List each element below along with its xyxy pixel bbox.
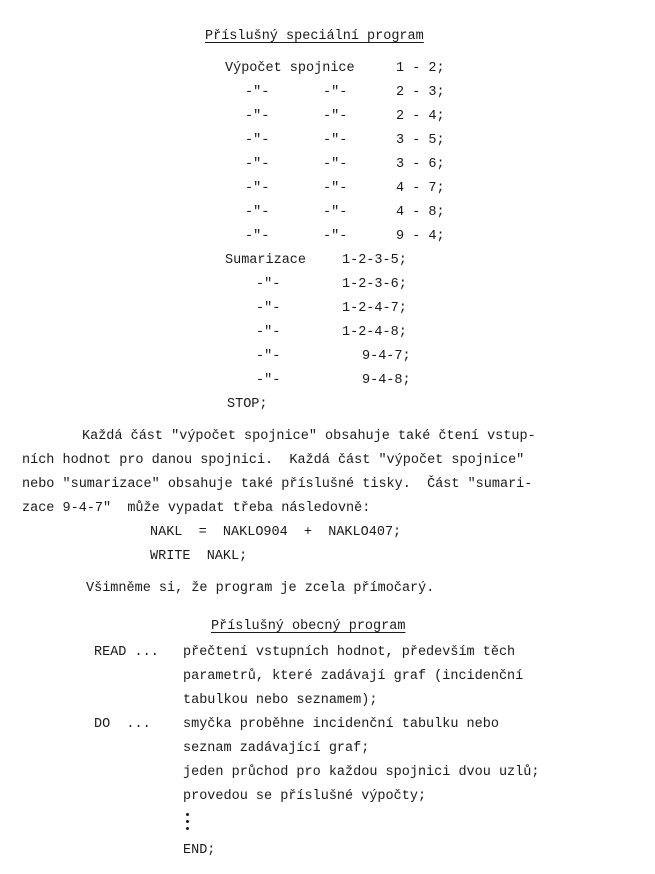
end-statement: END; (183, 843, 216, 858)
paragraph-line: zace 9-4-7" může vypadat třeba následovně: (22, 501, 371, 516)
do-keyword: DO ... (94, 717, 151, 732)
ditto-mark: -"- (245, 133, 270, 148)
ditto-mark: -"- (256, 325, 281, 340)
note-text: Všimněme si, že program je zcela přímočarý. (86, 581, 435, 596)
special-program-title: Příslušný speciální program (205, 29, 424, 44)
sum-path-2: 1-2-3-6; (342, 277, 407, 292)
ditto-mark: -"- (245, 157, 270, 172)
edge-6: 4 - 7; (396, 181, 445, 196)
vypocet-label: Výpočet spojnice (225, 61, 355, 76)
do-description: smyčka proběhne incidenční tabulku nebo (183, 717, 499, 732)
ditto-mark: -"- (245, 205, 270, 220)
sum-path-1: 1-2-3-5; (342, 253, 407, 268)
paragraph-line: Každá část "výpočet spojnice" obsahuje také čtení vstup- (82, 429, 536, 444)
sum-path-6: 9-4-8; (362, 373, 411, 388)
ditto-mark: -"- (323, 157, 348, 172)
edge-7: 4 - 8; (396, 205, 445, 220)
ditto-mark: -"- (245, 109, 270, 124)
edge-2: 2 - 3; (396, 85, 445, 100)
ditto-mark: -"- (323, 85, 348, 100)
do-description: jeden průchod pro každou spojnici dvou uzlů; (183, 765, 540, 780)
do-description: provedou se příslušné výpočty; (183, 789, 427, 804)
read-description: přečtení vstupních hodnot, především těch (183, 645, 516, 660)
code-line: WRITE NAKL; (150, 549, 248, 564)
ditto-mark: -"- (323, 205, 348, 220)
ditto-mark: -"- (323, 109, 348, 124)
continuation-dot (186, 820, 189, 823)
edge-5: 3 - 6; (396, 157, 445, 172)
sum-path-4: 1-2-4-8; (342, 325, 407, 340)
edge-1: 1 - 2; (396, 61, 445, 76)
ditto-mark: -"- (256, 277, 281, 292)
general-program-title: Příslušný obecný program (211, 619, 406, 634)
edge-3: 2 - 4; (396, 109, 445, 124)
ditto-mark: -"- (245, 181, 270, 196)
ditto-mark: -"- (256, 349, 281, 364)
code-line: NAKL = NAKLO904 + NAKLO407; (150, 525, 402, 540)
paragraph-line: ních hodnot pro danou spojnici. Každá část "výpočet spojnice" (22, 453, 525, 468)
paragraph-line: nebo "sumarizace" obsahuje také příslušné tisky. Část "sumari- (22, 477, 533, 492)
ditto-mark: -"- (256, 373, 281, 388)
sum-path-3: 1-2-4-7; (342, 301, 407, 316)
do-description: seznam zadávající graf; (183, 741, 370, 756)
stop-statement: STOP; (227, 397, 268, 412)
ditto-mark: -"- (256, 301, 281, 316)
ditto-mark: -"- (323, 181, 348, 196)
ditto-mark: -"- (323, 133, 348, 148)
sum-path-5: 9-4-7; (362, 349, 411, 364)
edge-4: 3 - 5; (396, 133, 445, 148)
ditto-mark: -"- (323, 229, 348, 244)
read-keyword: READ ... (94, 645, 159, 660)
edge-8: 9 - 4; (396, 229, 445, 244)
continuation-dot (186, 827, 189, 830)
sumarizace-label: Sumarizace (225, 253, 307, 268)
ditto-mark: -"- (245, 229, 270, 244)
read-description: parametrů, které zadávají graf (incidenční (183, 669, 524, 684)
continuation-dot (186, 813, 189, 816)
read-description: tabulkou nebo seznamem); (183, 693, 378, 708)
ditto-mark: -"- (245, 85, 270, 100)
